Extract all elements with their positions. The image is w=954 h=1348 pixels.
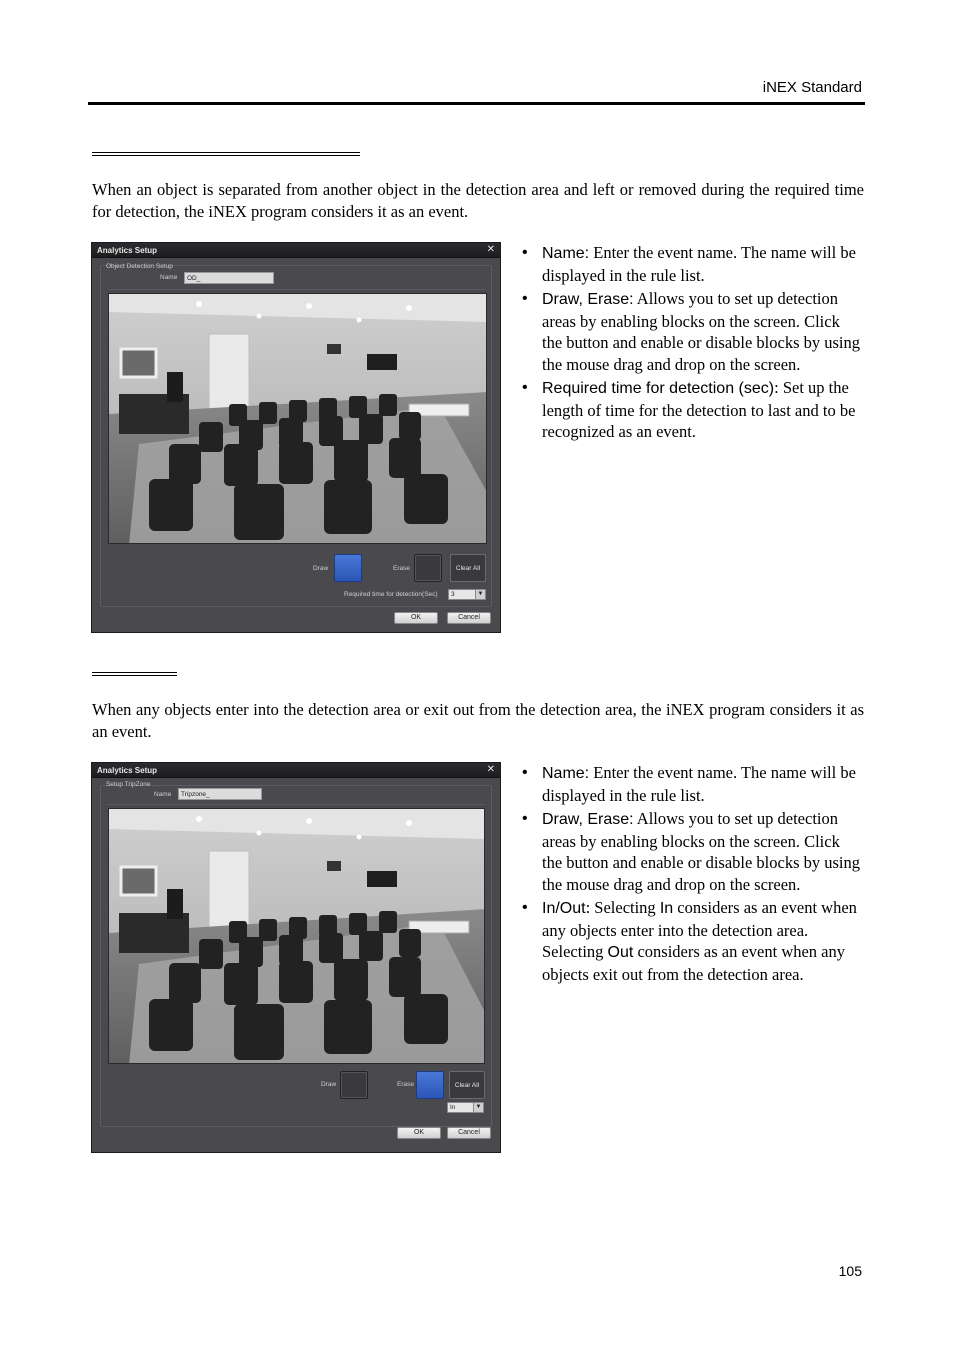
header-rule [88,102,865,105]
list-item: • In/Out: Selecting In considers as an event when any objects enter into the detection area. Selecting Out considers as an event when any objects exit out from the detection area. [520,897,864,985]
section1-heading-rule [92,152,360,156]
in-out-select[interactable] [447,1102,484,1113]
clear-all-button[interactable]: Clear All [450,554,486,582]
chevron-down-icon: ▼ [475,590,485,599]
erase-button[interactable] [416,1071,444,1099]
erase-label: Erase [393,565,410,572]
close-icon[interactable]: ✕ [486,244,495,255]
clear-all-button[interactable]: Clear All [449,1071,485,1099]
name-label: Name [154,791,172,798]
name-label: Name [160,274,178,281]
required-time-select[interactable] [448,589,486,600]
draw-label: Draw [321,1081,337,1088]
section1-paragraph: When an object is separated from another object in the detection area and left or removed during the required time for detection, the iNEX program considers it as an event. [92,180,864,221]
required-time-value: 3 [451,591,455,598]
draw-label: Draw [313,565,329,572]
required-time-label: Required time for detection(Sec) [344,591,438,598]
dialog-title: Analytics Setup [97,765,158,775]
video-preview[interactable] [108,293,487,544]
page-number: 105 [838,1263,862,1279]
ok-button[interactable]: OK [397,1127,441,1139]
cancel-button[interactable]: Cancel [447,612,491,624]
name-input[interactable]: OD_ [184,272,274,284]
draw-button[interactable] [334,554,362,582]
list-item: • Name: Enter the event name. The name will be displayed in the rule list. [520,762,864,806]
draw-button[interactable] [340,1071,368,1099]
list-item: • Name: Enter the event name. The name will be displayed in the rule list. [520,242,864,286]
analytics-setup-dialog-2 [91,762,501,1153]
group-label: Object Detection Setup [106,263,173,270]
ok-button[interactable]: OK [394,612,438,624]
chevron-down-icon: ▼ [473,1103,483,1112]
dialog-titlebar [92,763,500,778]
cancel-button[interactable]: Cancel [447,1127,491,1139]
video-preview[interactable] [108,808,485,1064]
close-icon[interactable]: ✕ [486,764,495,775]
group-label: Setup TripZone [106,781,151,788]
section2-bullet-list [520,762,864,987]
separator [108,289,484,290]
section2-paragraph: When any objects enter into the detection area or exit out from the detection area, the iNEX program considers it as an event. [92,700,864,741]
erase-button[interactable] [414,554,442,582]
list-item: • Draw, Erase: Allows you to set up detection areas by enabling blocks on the screen. Click the button and enable or disable blocks by using the mouse drag and drop on the screen. [520,808,864,895]
in-out-value: In [450,1104,456,1111]
name-input[interactable]: Tripzone_ [178,788,262,800]
list-item: • Required time for detection (sec): Set up the length of time for the detection to last and to be recognized as an event. [520,377,864,443]
section1-bullet-list [520,242,864,445]
dialog-titlebar [92,243,500,258]
list-item: • Draw, Erase: Allows you to set up detection areas by enabling blocks on the screen. Click the button and enable or disable blocks by using the mouse drag and drop on the screen. [520,288,864,375]
conference-room-image [109,809,485,1064]
dialog-title: Analytics Setup [97,245,158,255]
section2-heading-rule [92,672,177,676]
separator [108,804,484,805]
header-title: iNEX Standard [762,79,862,96]
conference-room-image [109,294,487,544]
erase-label: Erase [397,1081,414,1088]
analytics-setup-dialog-1 [91,242,501,633]
